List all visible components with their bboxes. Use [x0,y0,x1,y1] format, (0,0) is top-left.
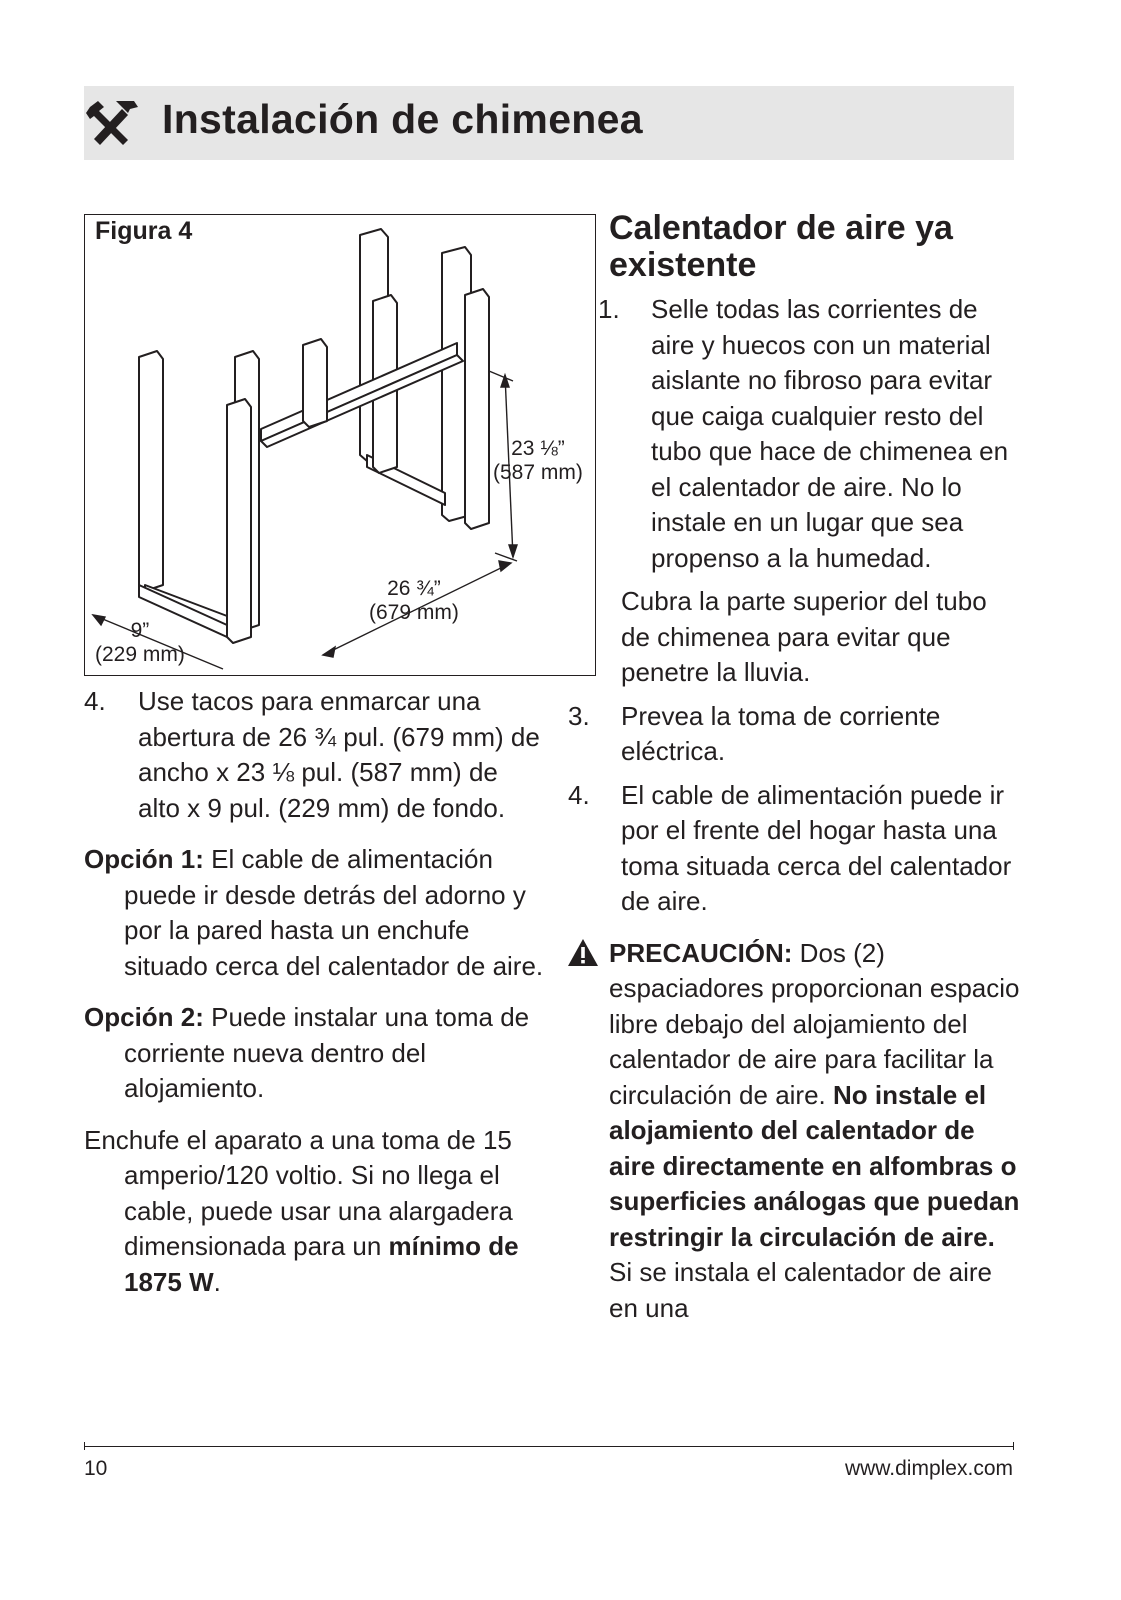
depth-mm: (229 mm) [95,643,185,666]
page-title: Instalación de chimenea [162,96,643,142]
right-column [568,209,1021,1326]
step-text: Selle todas las corrientes de aire y huecos con un material aislante no fibroso para evitar que caiga cualquier resto del tubo que hace de chimenea en el calentador de aire. No lo instale en un lugar que sea propenso a la humedad. [651,294,1009,573]
footer-rule-tick-right [1013,1442,1014,1450]
width-inches: 26 ¾” [387,577,441,600]
step-number: 4. [568,779,590,810]
tools-icon [84,97,140,149]
depth-dimension [95,619,185,667]
step-text: Use tacos para enmarcar una abertura de 26 ¾ pul. (679 mm) de ancho x 23 ⅛ pul. (587 mm) de alto x 9 pul. (229 mm) de fondo. [138,686,540,823]
width-mm: (679 mm) [369,601,459,624]
caution-text-continued: Si se instala el calentador de aire en una [609,1257,993,1323]
plug-end: . [213,1266,221,1297]
caution-label: PRECAUCIÓN: [609,937,793,968]
option-2 [84,1000,544,1107]
step-text: Prevea la toma de corriente eléctrica. [621,700,941,766]
step-text: El cable de alimentación puede ir por el frente del hogar hasta una toma situada cerca del calentador de aire. [621,779,1012,916]
option-1-text: El cable de alimentación puede ir desde detrás del adorno y por la pared hasta un enchufe situado cerca del calentador de aire. [124,844,544,981]
caution-warning: No instale el alojamiento del calentador de aire directamente en alfombras o superficies análogas que puedan restringir la circulación de aire. [609,1079,1020,1252]
step-4-cable [568,778,1021,920]
plug-instructions [84,1123,544,1301]
footer-rule-tick-left [84,1442,85,1450]
caution-text: Dos (2) espaciadores proporcionan espacio libre debajo del alojamiento del calentador de aire para facilitar la circulación de aire. [609,937,1020,1110]
option-1-label: Opción 1: [84,844,204,874]
page-header [84,86,1014,160]
height-dimension [493,437,583,485]
step-4-framing [84,684,544,826]
section-title: Calentador de aire ya existente [609,209,953,284]
footer-rule [84,1446,1014,1447]
step-number: 3. [568,700,590,731]
step-1-seal [598,292,1021,576]
warning-icon [567,938,599,968]
option-2-text: Puede instalar una toma de corriente nueva dentro del alojamiento. [124,1002,530,1103]
option-1 [84,842,544,984]
step-1-cover [598,584,1021,691]
option-2-label: Opción 2: [84,1002,204,1032]
step-number: 1. [598,294,620,324]
height-inches: 23 ⅛” [511,437,565,460]
depth-inches: 9” [130,619,150,642]
figure-label: Figura 4 [95,217,193,245]
figure-4 [84,214,596,676]
plug-wattage: mínimo de 1875 W [124,1231,519,1297]
page-number: 10 [84,1457,108,1480]
step-3-outlet [568,699,1021,770]
plug-text: Enchufe el aparato a una toma de 15 amperio/120 voltio. Si no llega el cable, puede usar una alargadera dimensionada para un [84,1124,513,1261]
left-column [84,684,544,1300]
height-mm: (587 mm) [493,461,583,484]
step-text: Cubra la parte superior del tubo de chimenea para evitar que penetre la lluvia. [621,586,987,687]
caution-note [598,936,1021,1327]
footer-url: www.dimplex.com [844,1457,1013,1480]
width-dimension [369,577,459,625]
step-number: 4. [84,686,106,716]
